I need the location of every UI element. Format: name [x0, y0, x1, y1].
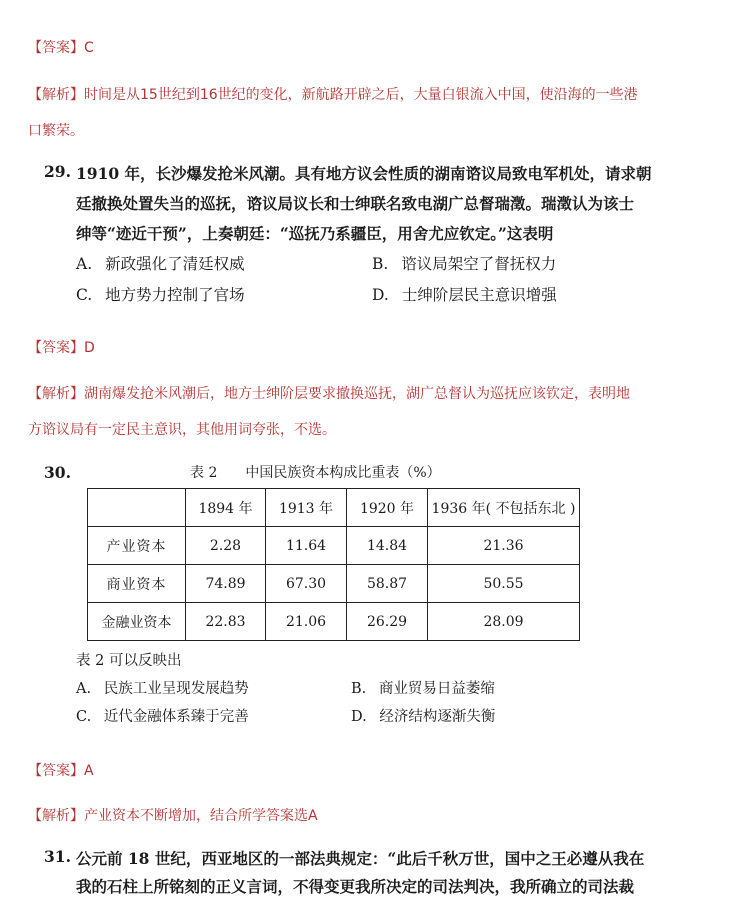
option-key: A.	[76, 255, 93, 273]
table-row	[88, 603, 580, 641]
explanation-text-line1: 湖南爆发抢米风潮后，地方士绅阶层要求撤换巡抚，湖广总督认为巡抚应该钦定，表明地	[84, 386, 630, 402]
table-header-cell	[88, 489, 186, 527]
option-a	[76, 677, 249, 698]
table-cell: 50.55	[428, 565, 580, 603]
table-cell: 11.64	[266, 527, 347, 565]
answer-30	[28, 754, 731, 788]
table-title: 表 2 中国民族资本构成比重表（%）	[190, 465, 441, 481]
option-text: 经济结构逐渐失衡	[379, 709, 496, 725]
table-cell: 21.06	[266, 603, 347, 641]
answer-28	[28, 31, 731, 65]
table-cell: 74.89	[186, 565, 266, 603]
option-key: A.	[76, 681, 92, 697]
option-c	[76, 283, 245, 305]
table-header-row	[88, 489, 580, 527]
answer-label: 【答案】	[28, 763, 84, 779]
table-header-cell: 1894 年	[186, 489, 266, 527]
option-key: B.	[372, 255, 389, 273]
table-row	[88, 565, 580, 603]
question-stem-line2: 廷撤换处置失当的巡抚，谘议局议长和士绅联名致电湖广总督瑞澂。瑞澂认为该士	[76, 194, 635, 213]
table-header-cell: 1913 年	[266, 489, 347, 527]
option-key: C.	[76, 709, 92, 725]
explanation-text-line2: 口繁荣。	[28, 123, 84, 139]
option-text: 新政强化了清廷权威	[105, 255, 245, 273]
table-cell: 26.29	[347, 603, 428, 641]
option-b	[372, 252, 556, 274]
explanation-text-line1: 产业资本不断增加，结合所学答案选A	[84, 808, 318, 824]
option-text: 士绅阶层民主意识增强	[401, 286, 557, 304]
option-key: B.	[351, 681, 367, 697]
option-text: 近代金融体系臻于完善	[103, 709, 249, 725]
option-text: 民族工业呈现发展趋势	[103, 681, 249, 697]
table-row-header: 金融业资本	[88, 603, 186, 641]
question-number: 30.	[44, 463, 71, 482]
table-row-header: 商业资本	[88, 565, 186, 603]
option-d	[372, 283, 557, 305]
table-header-cell: 1920 年	[347, 489, 428, 527]
table-header-cell: 1936 年( 不包括东北 )	[428, 489, 580, 527]
option-key: D.	[351, 709, 367, 725]
table-cell: 21.36	[428, 527, 580, 565]
question-stem-line3: 绅等“迹近干预”，上奏朝廷：“巡抚乃系疆臣，用舍尤应钦定。”这表明	[76, 224, 554, 243]
table-cell: 28.09	[428, 603, 580, 641]
capital-composition-table	[87, 488, 580, 641]
question-number: 31.	[44, 847, 71, 866]
explanation-text-line1: 时间是从15世纪到16世纪的变化，新航路开辟之后，大量白银流入中国，使沿海的一些港	[84, 87, 638, 103]
explanation-label: 【解析】	[28, 808, 84, 824]
table-cell: 2.28	[186, 527, 266, 565]
option-text: 谘议局架空了督抚权力	[401, 255, 557, 273]
answer-value: A	[84, 763, 94, 779]
option-c	[76, 705, 249, 726]
answer-value: C	[84, 40, 94, 56]
explanation-label: 【解析】	[28, 87, 84, 103]
explanation-28	[28, 78, 731, 148]
table-cell: 14.84	[347, 527, 428, 565]
option-d	[351, 705, 495, 726]
option-key: C.	[76, 286, 93, 304]
explanation-29	[28, 377, 731, 447]
table-cell: 22.83	[186, 603, 266, 641]
question-stem-line1: 公元前 18 世纪，西亚地区的一部法典规定：“此后千秋万世，国中之王必遵从我在	[76, 849, 645, 868]
option-text: 地方势力控制了官场	[105, 286, 245, 304]
table-row-header: 产业资本	[88, 527, 186, 565]
option-text: 商业贸易日益萎缩	[378, 681, 495, 697]
question-stem-line2: 我的石柱上所铭刻的正义言词，不得变更我所决定的司法判决，我所确立的司法裁	[76, 877, 635, 896]
option-b	[351, 677, 495, 698]
question-stem-line1: 1910 年，长沙爆发抢米风潮。具有地方议会性质的湖南谘议局致电军机处，请求朝	[76, 164, 652, 183]
explanation-30	[28, 799, 731, 833]
answer-label: 【答案】	[28, 340, 84, 356]
question-number: 29.	[44, 162, 71, 181]
table-cell: 67.30	[266, 565, 347, 603]
option-a	[76, 252, 245, 274]
question-stem: 表 2 可以反映出	[76, 653, 182, 669]
answer-value: D	[84, 340, 95, 356]
answer-label: 【答案】	[28, 40, 84, 56]
table-cell: 58.87	[347, 565, 428, 603]
option-key: D.	[372, 286, 389, 304]
explanation-label: 【解析】	[28, 386, 84, 402]
answer-29	[28, 331, 731, 365]
explanation-text-line2: 方谘议局有一定民主意识，其他用词夸张，不选。	[28, 422, 336, 438]
table-row	[88, 527, 580, 565]
